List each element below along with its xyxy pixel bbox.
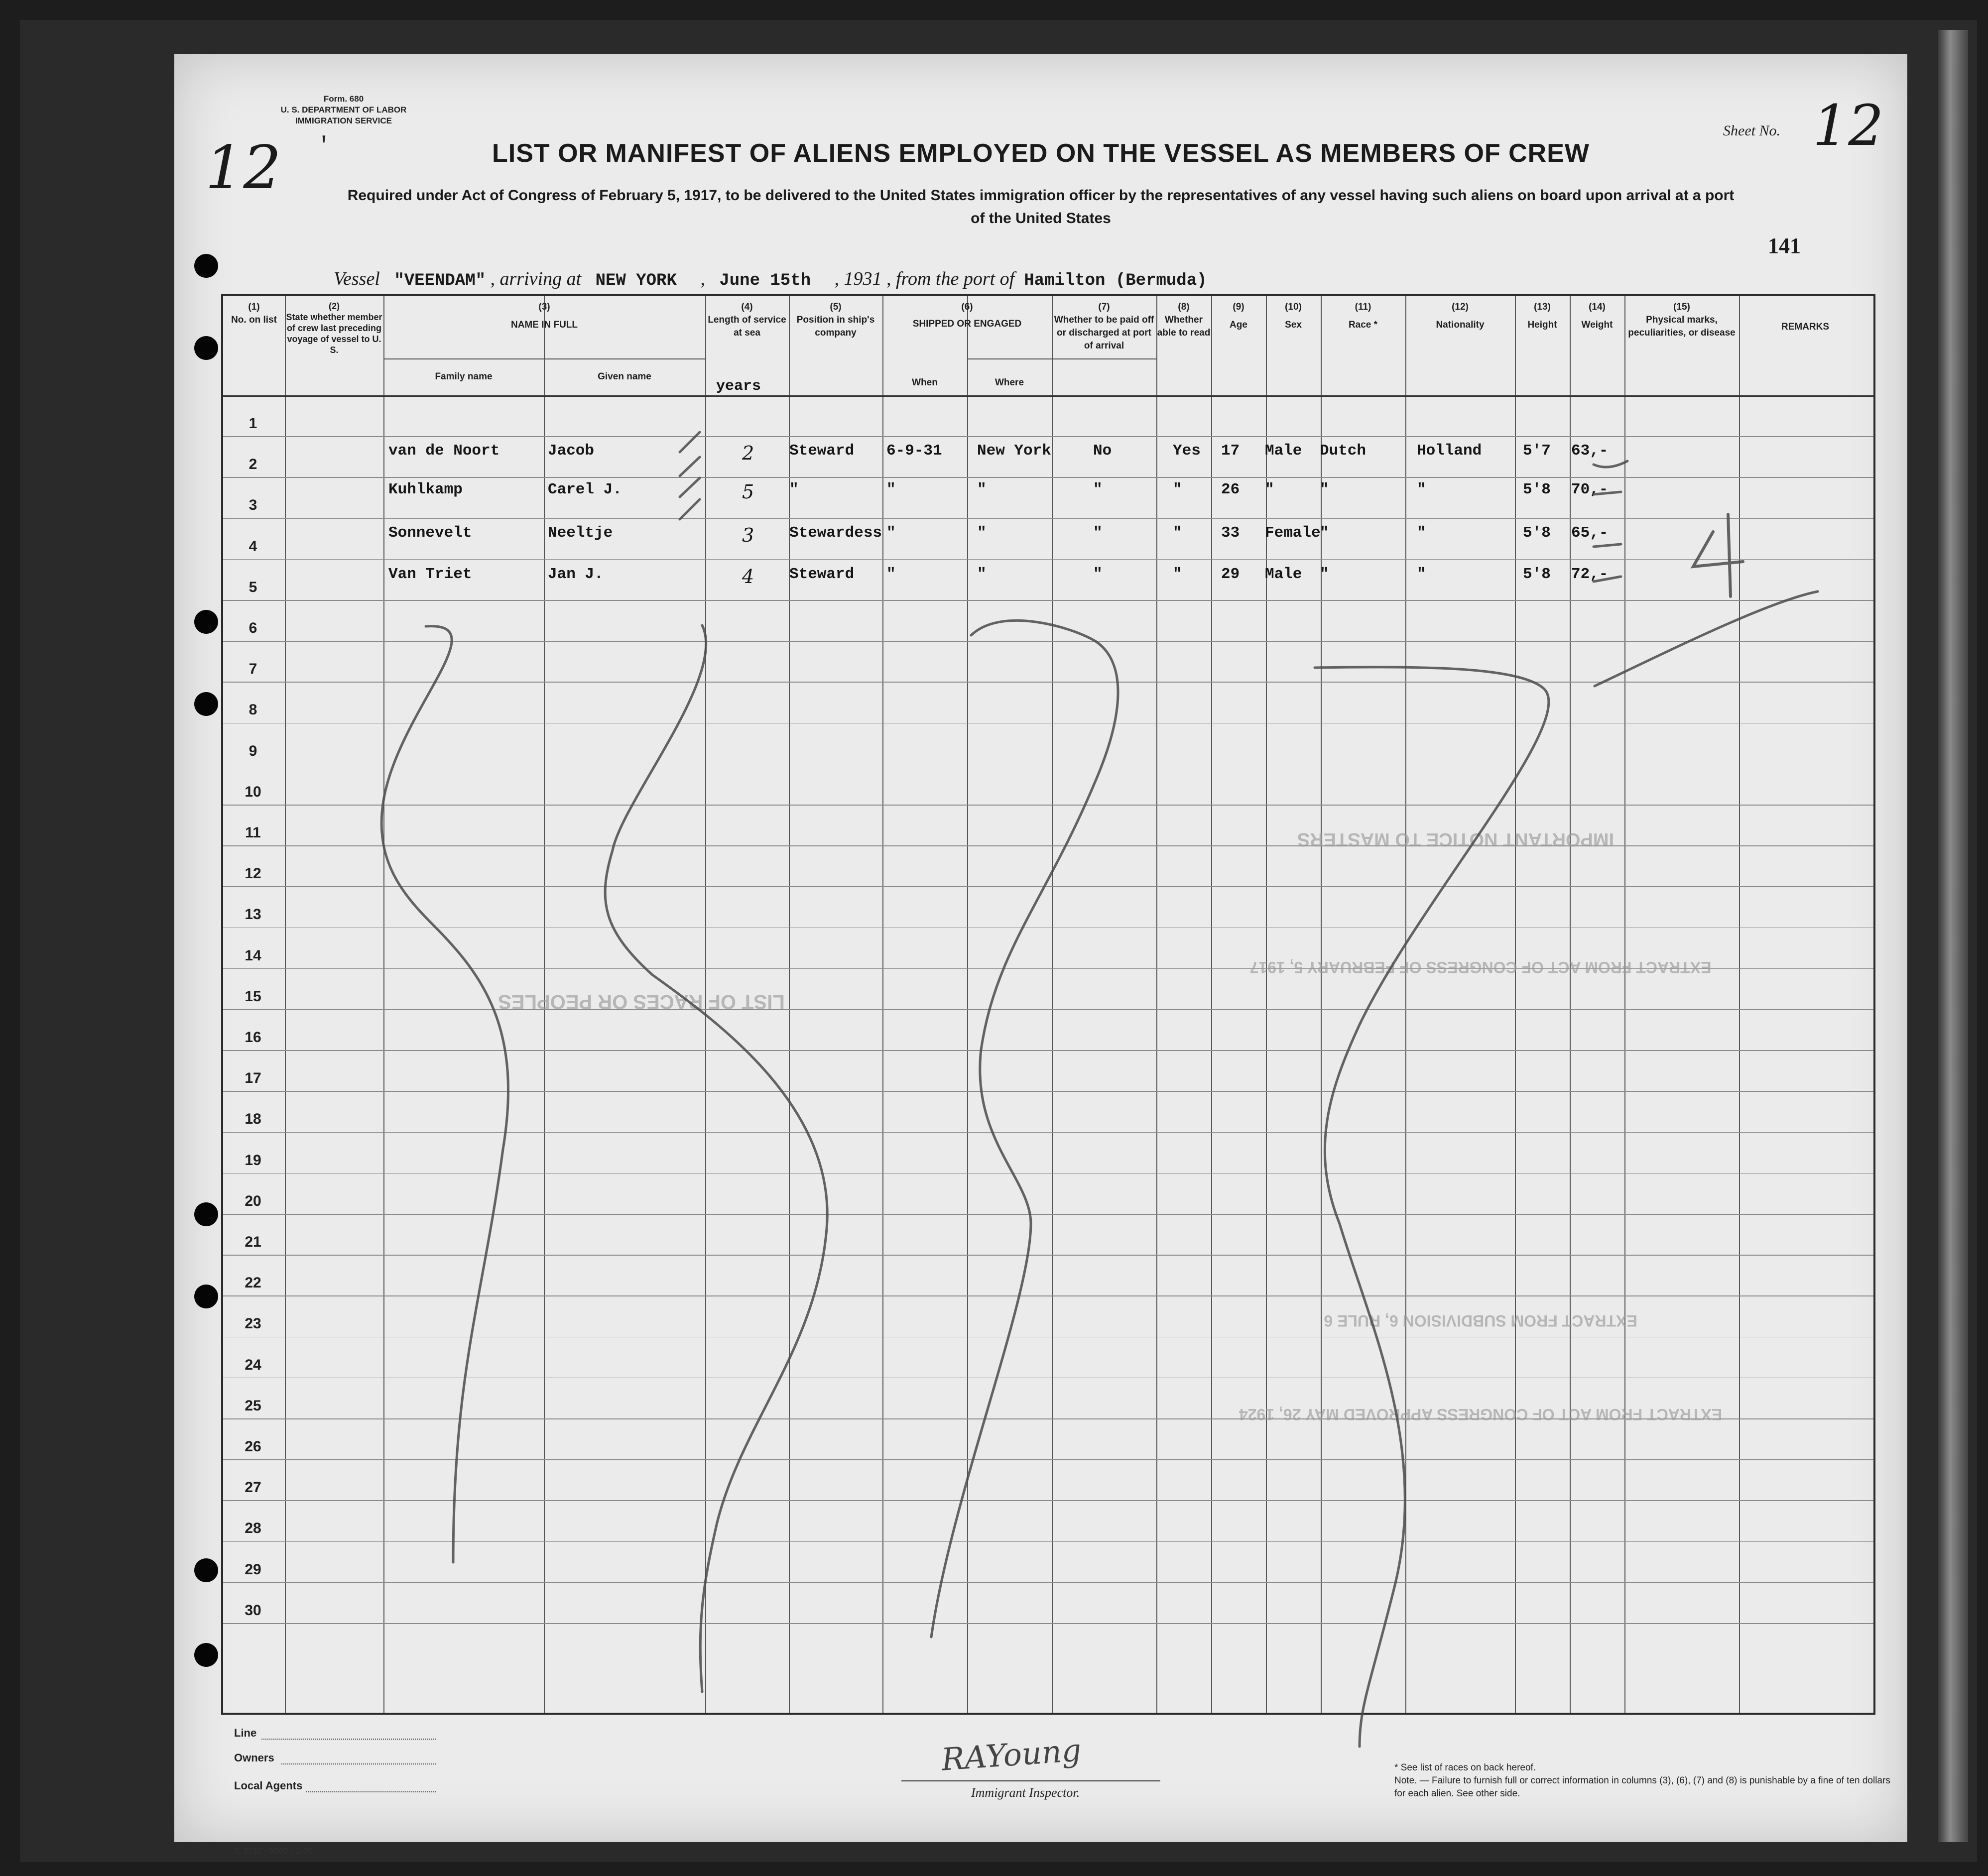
sheet-label: Sheet No. xyxy=(1723,122,1780,139)
cell-height: 5'7 xyxy=(1523,442,1551,460)
cancel-line xyxy=(1595,591,1818,686)
bleed-extract-1: EXTRACT FROM ACT OF CONGRESS OF FEBRUARY 5, 1917 xyxy=(1249,958,1712,976)
cancel-line xyxy=(1315,667,1549,1747)
row-number: 2 xyxy=(248,456,257,473)
cell-nationality: Holland xyxy=(1417,442,1482,460)
row-number: 14 xyxy=(245,947,261,964)
header-length-of-service: (4) Length of service at sea xyxy=(708,302,786,338)
cell-nationality: " xyxy=(1417,524,1426,542)
row-number: 30 xyxy=(245,1602,261,1619)
cell-race: " xyxy=(1320,566,1329,583)
row-number: 25 xyxy=(245,1397,261,1414)
cell-given: Jacob xyxy=(548,442,595,460)
pencil-marks xyxy=(174,54,1907,1842)
header-able-to-read: (8) Whether able to read xyxy=(1157,302,1211,338)
footer-agents-field xyxy=(306,1790,436,1792)
sleeve-edge xyxy=(1938,30,1968,1842)
row-number: 10 xyxy=(245,783,261,800)
cell-weight: 65,- xyxy=(1571,524,1609,542)
cell-when: " xyxy=(886,481,896,498)
footnote xyxy=(1394,1761,1892,1800)
cell-where: New York xyxy=(977,442,1051,460)
binder-hole xyxy=(194,692,218,716)
row-number: 11 xyxy=(245,824,261,841)
cell-height: 5'8 xyxy=(1523,566,1551,583)
cancel-line xyxy=(931,620,1118,1637)
row-number: 8 xyxy=(248,702,257,718)
cell-where: " xyxy=(977,524,987,542)
cell-given: Carel J. xyxy=(548,481,622,498)
row-number: 27 xyxy=(245,1479,261,1496)
cell-nationality: " xyxy=(1417,566,1426,583)
row-number: 17 xyxy=(245,1070,261,1087)
departure-port: Hamilton (Bermuda) xyxy=(1024,271,1207,290)
years-unit: years xyxy=(716,378,761,395)
cell-age: 33 xyxy=(1221,524,1240,542)
cell-given: Jan J. xyxy=(548,566,604,583)
subtitle-line-1: Required under Act of Congress of February 5, 1917, to be delivered to the United States immigration officer by the representatives of any vessel having such aliens on board upon arrival at a port xyxy=(347,187,1735,204)
cancel-line xyxy=(605,625,827,1692)
row-number: 15 xyxy=(245,988,261,1005)
bleed-extract-2: EXTRACT FROM SUBDIVISION 6, RULE 6 xyxy=(1324,1312,1637,1330)
cell-service: 4 xyxy=(742,566,754,587)
arrival-port: NEW YORK xyxy=(595,271,677,290)
row-number: 23 xyxy=(245,1315,261,1332)
cell-sex: Male xyxy=(1265,566,1302,583)
bleed-races-title: LIST OF RACES OR PEOPLES xyxy=(498,991,785,1013)
cell-service: 2 xyxy=(742,442,754,464)
cell-service: 3 xyxy=(742,524,754,546)
inspector-signature: RAYoung xyxy=(940,1732,1083,1778)
row-number: 3 xyxy=(248,497,257,514)
header-race: (11) Race * xyxy=(1348,302,1378,330)
row-number: 4 xyxy=(248,538,257,555)
remarks-mark xyxy=(1693,514,1743,596)
cell-sex: Male xyxy=(1265,442,1302,460)
header-family-name: Family name xyxy=(435,371,493,382)
bleed-notice-title: IMPORTANT NOTICE TO MASTERS xyxy=(1297,829,1615,850)
cell-sex: Female xyxy=(1265,524,1321,542)
cell-race: Dutch xyxy=(1320,442,1367,460)
row-number: 19 xyxy=(245,1152,261,1169)
footer-agents-label: Local Agents xyxy=(234,1779,303,1792)
row-number: 29 xyxy=(245,1561,261,1578)
cell-age: 17 xyxy=(1221,442,1240,460)
header-physical-marks: (15) Physical marks, peculiarities, or disease xyxy=(1628,302,1736,338)
row-number: 18 xyxy=(245,1111,261,1128)
cell-where: " xyxy=(977,566,987,583)
footer-line-label: Line xyxy=(234,1727,257,1739)
row-number: 12 xyxy=(245,865,261,882)
margin-number: 12 xyxy=(205,133,281,203)
footnote-penalty: Note. — Failure to furnish full or correct information in columns (3), (6), (7) and (8) is punishable by a fine of ten dollars for each alien. See other side. xyxy=(1394,1775,1890,1799)
cell-nationality: " xyxy=(1417,481,1426,498)
cell-age: 29 xyxy=(1221,566,1240,583)
cell-race: " xyxy=(1320,524,1329,542)
cell-position: Stewardess xyxy=(789,524,882,542)
footer-line-field xyxy=(261,1738,436,1740)
cell-age: 26 xyxy=(1221,481,1240,498)
row-number: 20 xyxy=(245,1192,261,1209)
page-title: LIST OR MANIFEST OF ALIENS EMPLOYED ON THE VESSEL AS MEMBERS OF CREW xyxy=(492,139,1590,168)
cell-height: 5'8 xyxy=(1523,524,1551,542)
cell-paid-off: " xyxy=(1093,481,1103,498)
row-number: 16 xyxy=(245,1029,261,1046)
sheet-number: 12 xyxy=(1813,94,1884,158)
vessel-line: Vessel "VEENDAM" , arriving at NEW YORK , June 15th , 1931 , from the port of Hamilton (Bermuda) xyxy=(334,268,1207,290)
row-number: 21 xyxy=(245,1234,261,1250)
arriving-label: , arriving at xyxy=(490,268,582,289)
row-number: 26 xyxy=(245,1438,261,1455)
header-shipped-engaged: (6) SHIPPED OR ENGAGED xyxy=(912,302,1022,329)
cell-sex: " xyxy=(1265,481,1274,498)
header-position: (5) Position in ship's company xyxy=(796,302,875,338)
binder-hole xyxy=(194,610,218,634)
cell-position: " xyxy=(789,481,799,498)
cell-weight: 63,- xyxy=(1571,442,1609,460)
cell-where: " xyxy=(977,481,987,498)
print-code: T. 3732 - 5000 - 1-30. xyxy=(234,1846,315,1856)
binder-hole xyxy=(194,336,218,360)
cell-paid-off: No xyxy=(1093,442,1112,460)
header-remarks: REMARKS xyxy=(1781,322,1830,332)
binder-hole xyxy=(194,1202,218,1226)
binder-hole xyxy=(194,1643,218,1667)
header-nationality: (12) Nationality xyxy=(1436,302,1485,330)
cell-position: Steward xyxy=(789,566,855,583)
row-number: 13 xyxy=(245,906,261,923)
binder-hole xyxy=(194,1285,218,1308)
cell-position: Steward xyxy=(789,442,855,460)
arrival-year: 1931 xyxy=(844,268,882,289)
cell-family: Kuhlkamp xyxy=(388,481,463,498)
footer-owners-label: Owners xyxy=(234,1752,274,1764)
header-weight: (14) Weight xyxy=(1581,302,1613,330)
header-when: When xyxy=(912,377,938,388)
row-number: 1 xyxy=(248,415,257,432)
header-paid-off: (7) Whether to be paid off or discharged at port of arrival xyxy=(1054,302,1154,351)
cell-family: van de Noort xyxy=(388,442,500,460)
manifest-sheet xyxy=(174,54,1907,1856)
cell-family: Van Triet xyxy=(388,566,472,583)
from-label: , from the port of xyxy=(886,268,1015,289)
header-height: (13) Height xyxy=(1527,302,1557,330)
cell-family: Sonnevelt xyxy=(388,524,472,542)
cell-paid-off: " xyxy=(1093,566,1103,583)
vessel-label: Vessel xyxy=(334,268,380,289)
header-no-on-list: (1) No. on list xyxy=(231,302,277,325)
row-number: 22 xyxy=(245,1275,261,1291)
header-last-voyage: (2) State whether member of crew last preceding voyage of vessel to U. S. xyxy=(286,301,382,355)
cell-when: " xyxy=(886,524,896,542)
row-number: 24 xyxy=(245,1356,261,1373)
bleed-extract-3: EXTRACT FROM ACT OF CONGRESS APPROVED MAY 26, 1924 xyxy=(1239,1406,1723,1423)
cell-when: " xyxy=(886,566,896,583)
row-number: 7 xyxy=(248,661,257,678)
tick-mark: ' xyxy=(321,129,327,162)
department: U. S. DEPARTMENT OF LABOR xyxy=(280,105,407,115)
footer-owners-field xyxy=(281,1762,436,1764)
header-name-in-full: (3) NAME IN FULL xyxy=(510,302,578,330)
cell-weight: 72,- xyxy=(1571,566,1609,583)
row-number: 28 xyxy=(245,1520,261,1537)
binder-hole xyxy=(194,254,218,278)
cancel-line xyxy=(381,626,508,1562)
cell-read: Yes xyxy=(1173,442,1201,460)
footnote-races: * See list of races on back hereof. xyxy=(1394,1762,1536,1773)
form-number: Form. 680 xyxy=(323,94,364,104)
cell-paid-off: " xyxy=(1093,524,1103,542)
cell-read: " xyxy=(1173,566,1182,583)
header-age: (9) Age xyxy=(1230,302,1247,330)
cell-race: " xyxy=(1320,481,1329,498)
cell-read: " xyxy=(1173,481,1182,498)
header-sex: (10) Sex xyxy=(1285,302,1302,330)
row-number: 5 xyxy=(248,579,257,595)
service: IMMIGRATION SERVICE xyxy=(295,116,392,125)
row-number: 6 xyxy=(248,620,257,636)
cell-when: 6-9-31 xyxy=(886,442,942,460)
cell-service: 5 xyxy=(742,481,754,503)
binder-hole xyxy=(194,1558,218,1582)
vessel-name: "VEENDAM" xyxy=(394,271,486,290)
subtitle-line-2: of the United States xyxy=(971,210,1111,227)
cell-height: 5'8 xyxy=(1523,481,1551,498)
arrival-date: June 15th xyxy=(719,271,811,290)
cell-given: Neeltje xyxy=(548,524,613,542)
cell-weight: 70,- xyxy=(1571,481,1609,498)
row-number: 9 xyxy=(248,742,257,759)
signature-line xyxy=(901,1780,1160,1781)
stamp-number: 141 xyxy=(1768,234,1801,258)
check-mark xyxy=(680,432,700,519)
header-given-name: Given name xyxy=(598,371,651,382)
cell-read: " xyxy=(1173,524,1182,542)
inspector-label: Immigrant Inspector. xyxy=(971,1785,1080,1800)
header-where: Where xyxy=(994,377,1024,388)
check-mark xyxy=(1594,461,1627,582)
